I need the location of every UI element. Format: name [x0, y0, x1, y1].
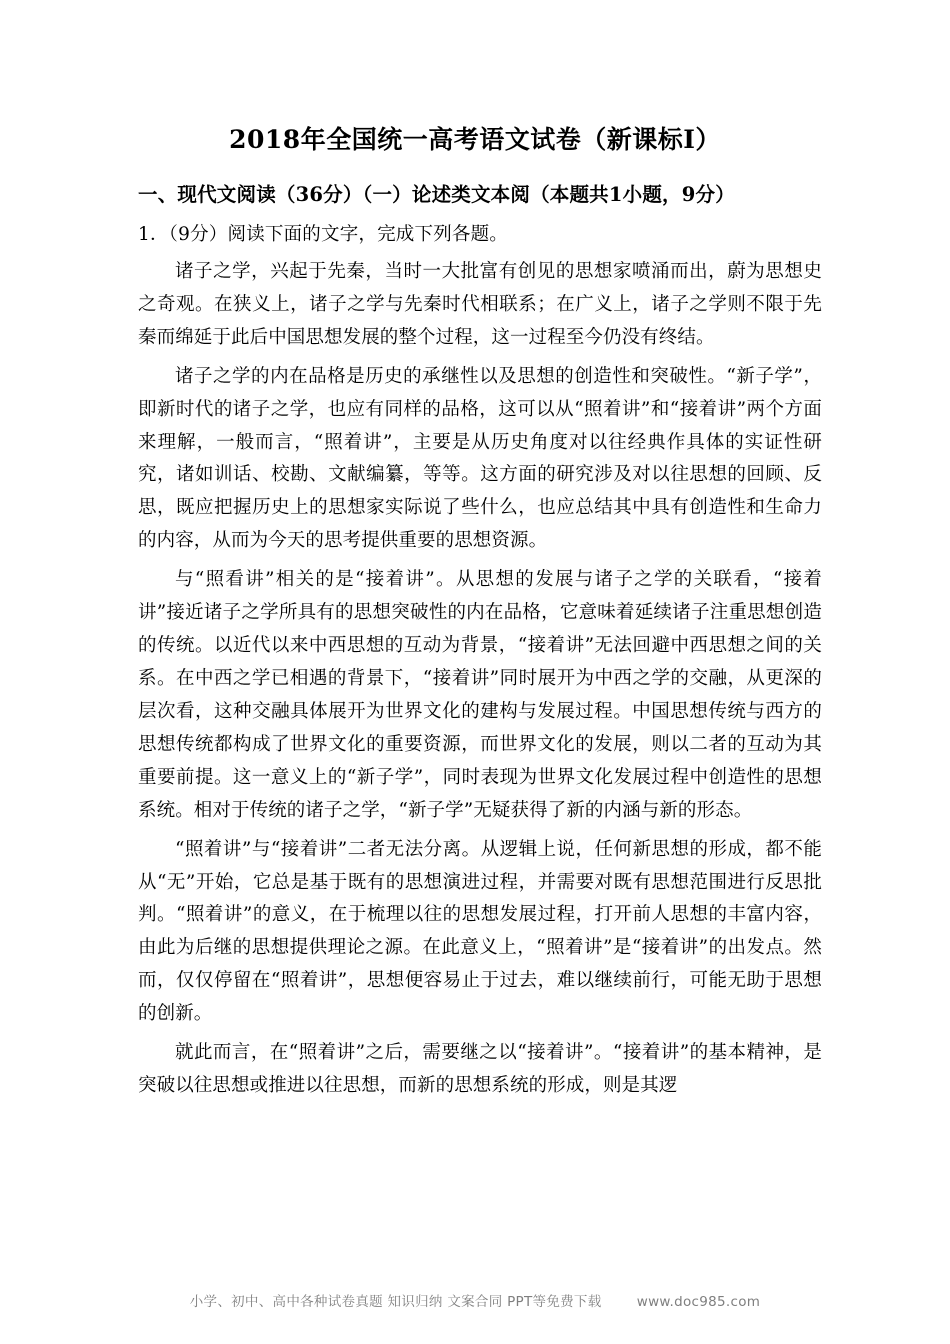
page-title: 2018年全国统一高考语文试卷（新课标Ⅰ） [229, 125, 721, 154]
body-paragraph: 诸子之学的内在品格是历史的承继性以及思想的创造性和突破性。“新子学”，即新时代的诸子之学，也应有同样的品格，这可以从“照着讲”和“接着讲”两个方面来理解，一般而言，“照着讲”，主要是从历史角度对以往经典作具体的实证性研究，诸如训话、校勘、文献编纂，等等。这方面的研究涉及对以往思想的回顾、反思，既应把握历史上的思想家实际说了些什么，也应总结其中具有创造性和生命力的内容，从而为今天的思考提供重要的思想资源。 [138, 365, 822, 552]
footer-brand: www.doc985.com [636, 1294, 761, 1310]
section-heading: 一、现代文阅读（36分）（一）论述类文本阅（本题共1小题，9分） [138, 183, 735, 206]
question-prompt: 1．（9分）阅读下面的文字，完成下列各题。 [138, 224, 508, 246]
page-footer [0, 1290, 950, 1310]
body-paragraph: “照着讲”与“接着讲”二者无法分离。从逻辑上说，任何新思想的形成，都不能从“无”开始，它总是基于既有的思想演进过程，并需要对既有思想范围进行反思批判。“照着讲”的意义，在于梳理以往的思想发展过程，打开前人思想的丰富内容，由此为后继的思想提供理论之源。在此意义上，“照着讲”是“接着讲”的出发点。然而，仅仅停留在“照着讲”，思想便容易止于过去，难以继续前行，可能无助于思想的创新。 [138, 838, 822, 1025]
body-paragraph: 就此而言，在“照着讲”之后，需要继之以“接着讲”。“接着讲”的基本精神，是突破以往思想或推进以往思想，而新的思想系统的形成，则是其逻 [138, 1042, 822, 1097]
footer-text: 小学、初中、高中各种试卷真题 知识归纳 文案合同 PPT等免费下载 [189, 1294, 602, 1310]
body-paragraph: 诸子之学，兴起于先秦，当时一大批富有创见的思想家喷涌而出，蔚为思想史之奇观。在狭义上，诸子之学与先秦时代相联系；在广义上，诸子之学则不限于先秦而绵延于此后中国思想发展的整个过程，这一过程至今仍没有终结。 [138, 260, 822, 348]
body-paragraph: 与“照看讲”相关的是“接着讲”。从思想的发展与诸子之学的关联看，“接着讲”接近诸子之学所具有的思想突破性的内在品格，它意味着延续诸子注重思想创造的传统。以近代以来中西思想的互动为背景，“接着讲”无法回避中西思想之间的关系。在中西之学已相遇的背景下，“接着讲”同时展开为中西之学的交融，从更深的层次看，这种交融具体展开为世界文化的建构与发展过程。中国思想传统与西方的思想传统都构成了世界文化的重要资源，而世界文化的发展，则以二者的互动为其重要前提。这一意义上的“新子学”，同时表现为世界文化发展过程中创造性的思想系统。相对于传统的诸子之学，“新子学”无疑获得了新的内涵与新的形态。 [138, 569, 822, 821]
